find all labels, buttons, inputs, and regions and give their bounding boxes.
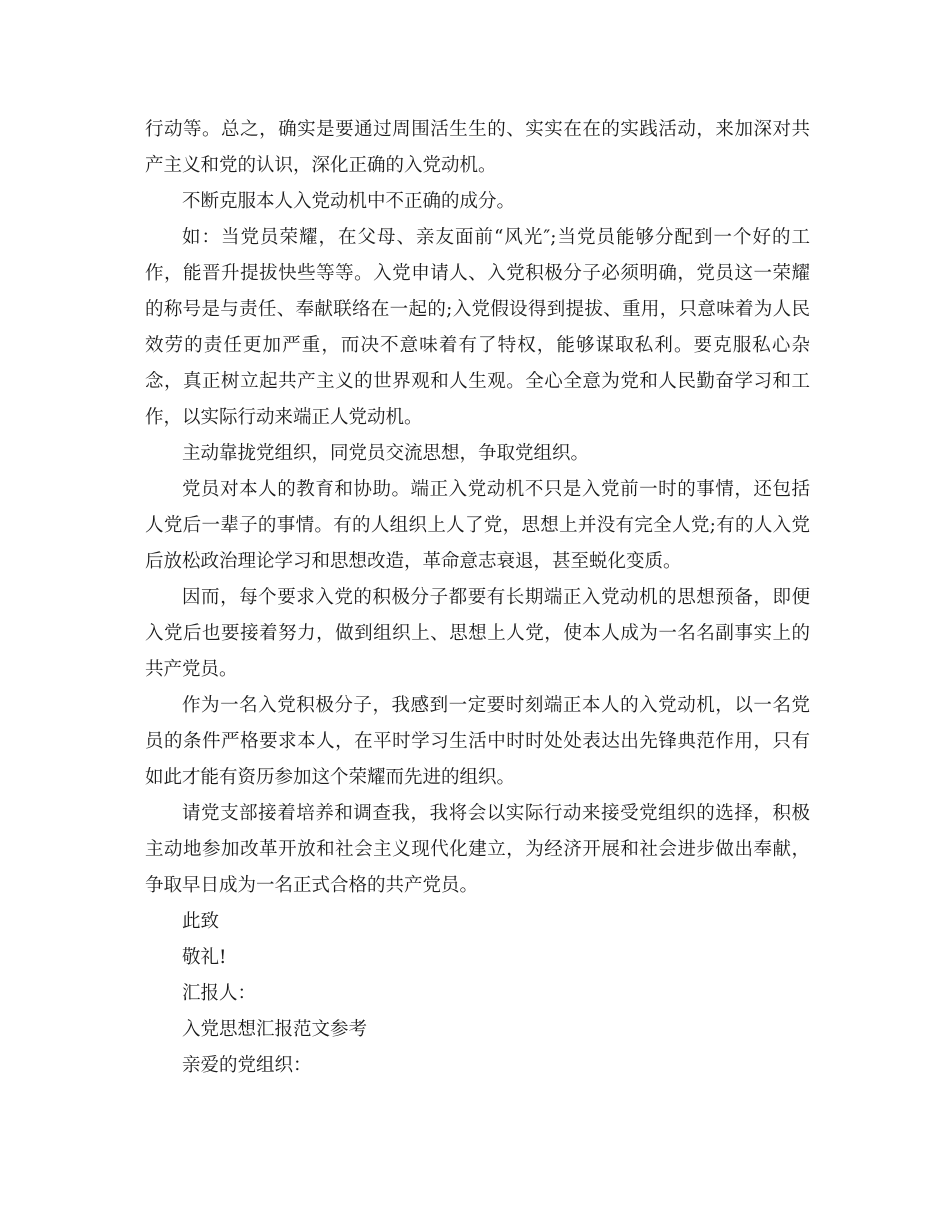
reporter-label: 汇报人： xyxy=(182,983,257,1004)
paragraph-continuation: 行动等。总之，确实是要通过周围活生生的、实实在在的实践活动，来加深对共产主义和党的认识，深化正确的入党动机。 xyxy=(145,119,810,176)
next-section-title: 入党思想汇报范文参考 xyxy=(182,1019,368,1040)
paragraph-education: 党员对本人的教育和协助。端正入党动机不只是入党前一时的事情，还包括人党后一辈子的事情。有的人组织上人了党，思想上并没有完全人党;有的人入党后放松政治理论学习和思想改造，革命意志衰退，甚至蜕化变质。 xyxy=(145,479,810,572)
paragraph-request: 请党支部接着培养和调查我，我将会以实际行动来接受党组织的选择，积极主动地参加改革开放和社会主义现代化建立，为经济开展和社会进步做出奉献，争取早日成为一名正式合格的共产党员。 xyxy=(145,803,810,896)
paragraph-as-activist: 作为一名入党积极分子，我感到一定要时刻端正本人的入党动机，以一名党员的条件严格要求本人，在平时学习生活中时时处处表达出先锋典范作用，只有如此才能有资历参加这个荣耀而先进的组织。 xyxy=(145,695,810,788)
paragraph-example: 如：当党员荣耀，在父母、亲友面前“风光″;当党员能够分配到一个好的工作，能晋升提拔快些等等。入党申请人、入党积极分子必须明确，党员这一荣耀的称号是与责任、奉献联络在一起的;入党假设得到提拔、重用，只意味着为人民效劳的责任更加严重，而决不意味着有了特权，能够谋取私利。要克服私心杂念，真正树立起共产主义的世界观和人生观。全心全意为党和人民勤奋学习和工作，以实际行动来端正人党动机。 xyxy=(145,227,810,428)
closing-regards: 敬礼! xyxy=(182,947,227,968)
paragraph-heading-approach: 主动靠拢党组织，同党员交流思想，争取党组织。 xyxy=(182,443,590,464)
next-section-greeting: 亲爱的党组织： xyxy=(182,1055,312,1076)
paragraph-therefore: 因而，每个要求入党的积极分子都要有长期端正入党动机的思想预备，即便入党后也要接着努力，做到组织上、思想上人党，使本人成为一名名副事实上的共产党员。 xyxy=(145,587,810,680)
document-body xyxy=(145,112,810,1084)
paragraph-heading-overcome: 不断克服本人入党动机中不正确的成分。 xyxy=(182,191,516,212)
closing-salutation: 此致 xyxy=(182,911,220,932)
